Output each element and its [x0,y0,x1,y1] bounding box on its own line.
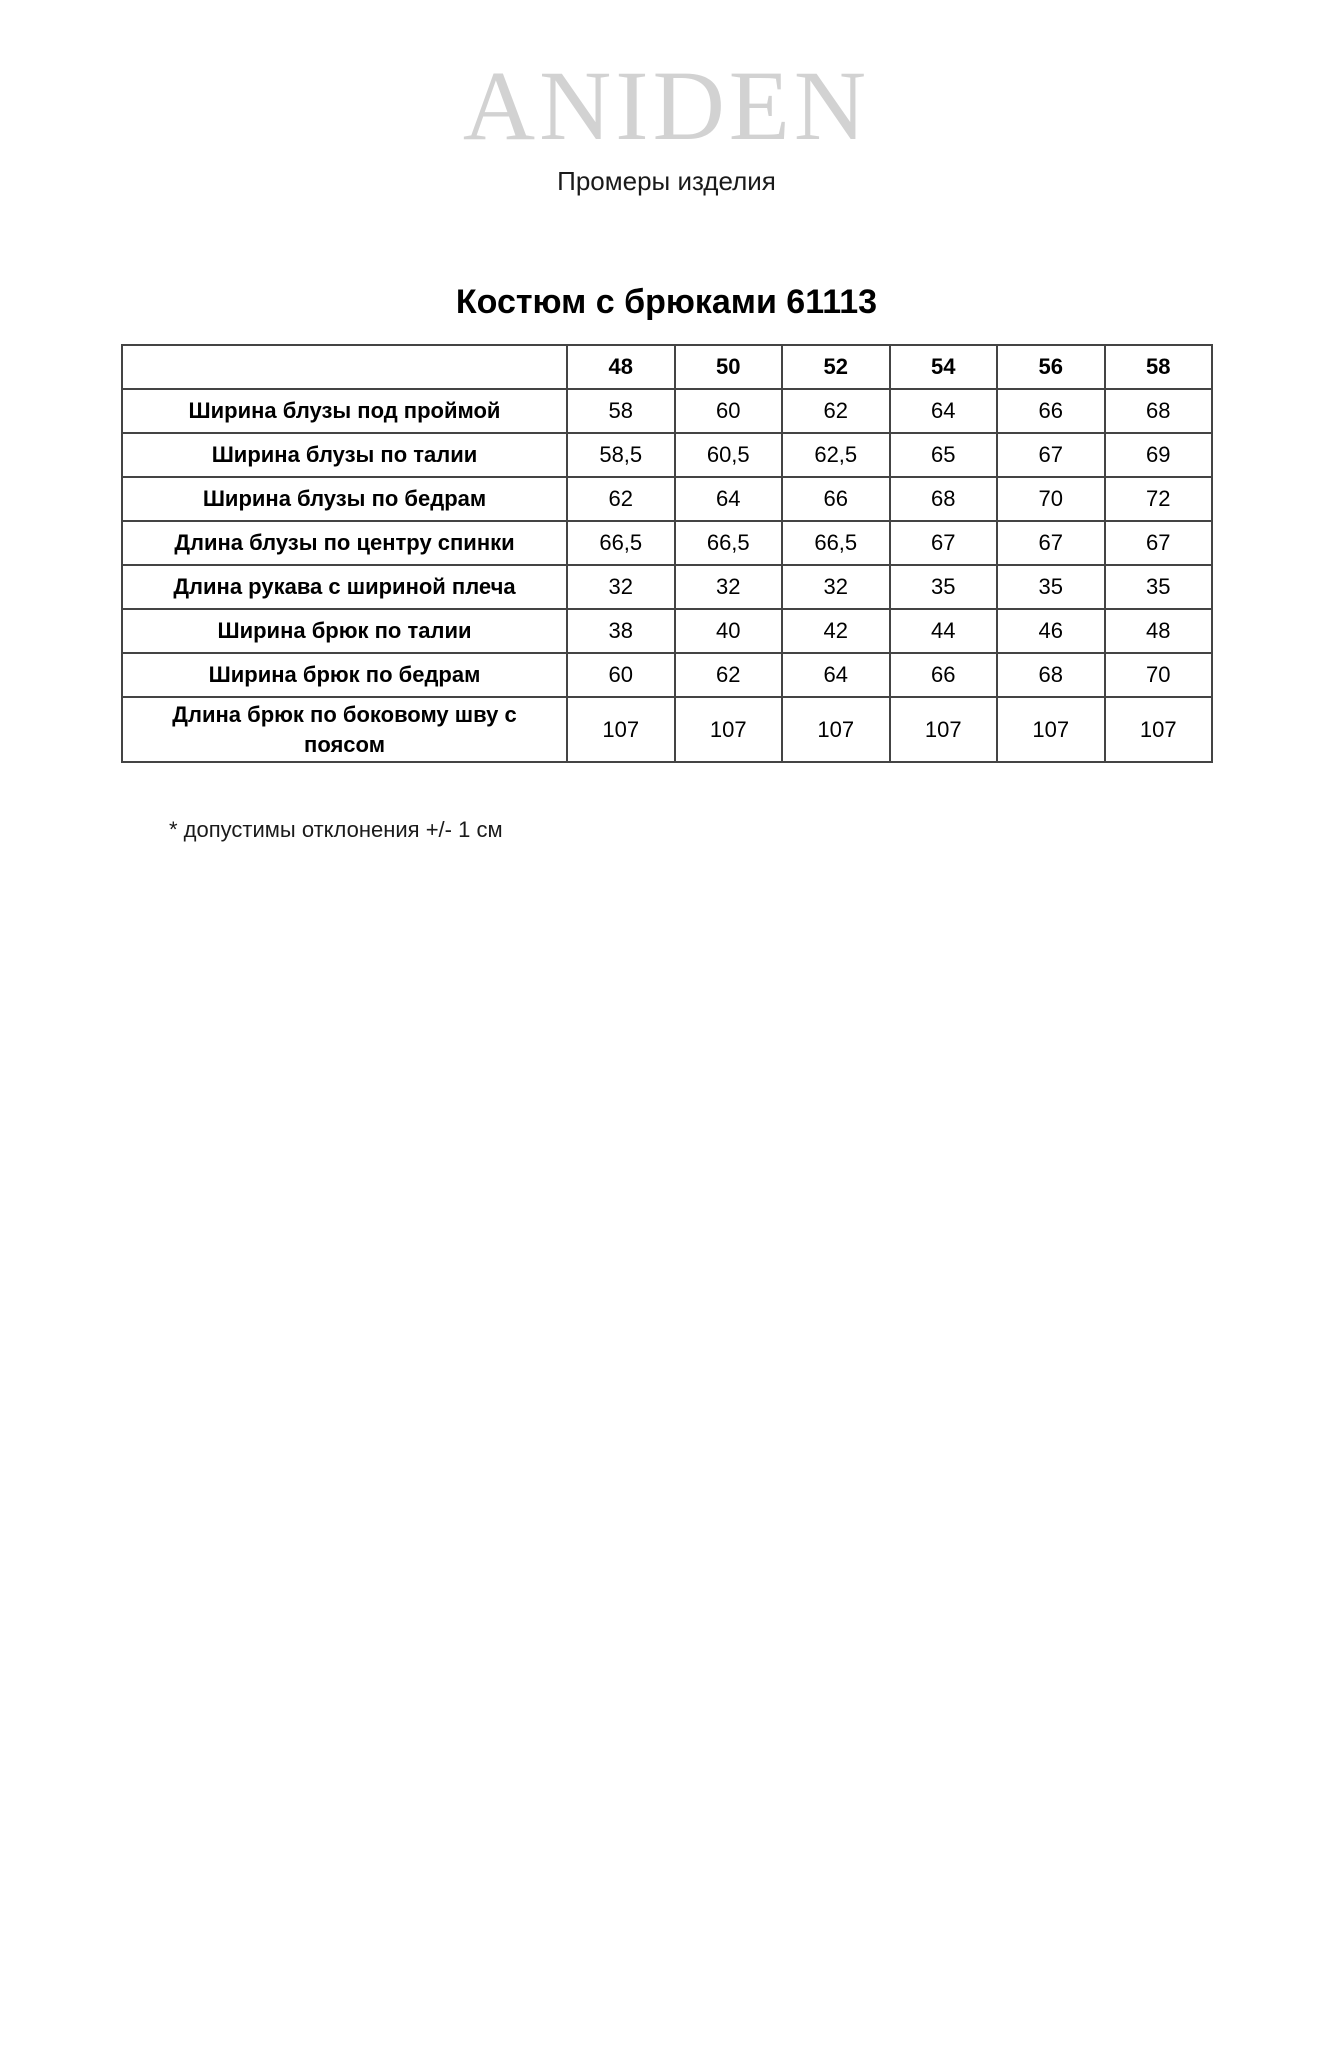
document-page [0,50,1333,845]
size-col-header: 50 [675,345,783,389]
measurement-value-cell: 58,5 [567,433,675,477]
measurement-value-cell: 62,5 [782,433,890,477]
measurement-value-cell: 46 [997,609,1105,653]
measurement-value-cell: 35 [890,565,998,609]
measurement-value-cell: 67 [1105,521,1213,565]
size-table-body [122,389,1212,762]
measurement-label: Ширина блузы под проймой [122,389,567,433]
measurement-label: Длина рукава с шириной плеча [122,565,567,609]
measurement-value-cell: 62 [567,477,675,521]
brand-logo: ANIDEN [462,50,871,161]
measurement-value-cell: 60 [567,653,675,697]
tolerance-footnote: * допустимы отклонения +/- 1 см [169,817,503,843]
measurement-value-cell: 69 [1105,433,1213,477]
measurement-value-cell: 64 [890,389,998,433]
measurement-label: Длина брюк по боковому шву с поясом [122,697,567,762]
measurement-value-cell: 32 [675,565,783,609]
measurement-value-cell: 70 [1105,653,1213,697]
measurement-value-cell: 70 [997,477,1105,521]
measurement-value-cell: 68 [1105,389,1213,433]
size-table [121,344,1213,763]
measurement-label: Ширина брюк по талии [122,609,567,653]
measurement-value-cell: 107 [890,697,998,762]
measurement-row [122,433,1212,477]
measurement-value-cell: 64 [782,653,890,697]
measurement-value-cell: 60 [675,389,783,433]
measurement-value-cell: 67 [997,521,1105,565]
measurement-value-cell: 65 [890,433,998,477]
measurement-row [122,477,1212,521]
measurement-value-cell: 35 [997,565,1105,609]
size-col-header: 58 [1105,345,1213,389]
measurement-value-cell: 42 [782,609,890,653]
measurement-value-cell: 44 [890,609,998,653]
measurement-value-cell: 66 [890,653,998,697]
measurement-value-cell: 35 [1105,565,1213,609]
measurement-value-cell: 67 [890,521,998,565]
measurement-row [122,697,1212,762]
measurement-value-cell: 48 [1105,609,1213,653]
size-header-row [122,345,1212,389]
page-subtitle: Промеры изделия [557,166,776,196]
measurement-value-cell: 107 [567,697,675,762]
measurement-value-cell: 64 [675,477,783,521]
measurement-label: Длина блузы по центру спинки [122,521,567,565]
measurement-value-cell: 66,5 [567,521,675,565]
size-col-header: 56 [997,345,1105,389]
measurement-value-cell: 107 [997,697,1105,762]
size-col-header: 48 [567,345,675,389]
measurement-value-cell: 68 [890,477,998,521]
measurement-value-cell: 62 [782,389,890,433]
measurement-label: Ширина блузы по талии [122,433,567,477]
measurement-value-cell: 32 [782,565,890,609]
measurement-value-cell: 67 [997,433,1105,477]
measurement-value-cell: 66,5 [675,521,783,565]
measurement-row [122,609,1212,653]
measurement-value-cell: 66 [997,389,1105,433]
product-title: Костюм с брюками 61113 [455,282,878,321]
size-col-header: 54 [890,345,998,389]
size-col-header: 52 [782,345,890,389]
measurement-value-cell: 107 [782,697,890,762]
measurement-value-cell: 68 [997,653,1105,697]
measurement-label: Ширина блузы по бедрам [122,477,567,521]
measurement-value-cell: 66 [782,477,890,521]
measurement-value-cell: 60,5 [675,433,783,477]
measurement-row [122,653,1212,697]
measurement-value-cell: 66,5 [782,521,890,565]
corner-empty-cell [122,345,567,389]
measurement-value-cell: 107 [675,697,783,762]
measurement-row [122,565,1212,609]
measurement-value-cell: 38 [567,609,675,653]
measurement-value-cell: 58 [567,389,675,433]
measurement-value-cell: 72 [1105,477,1213,521]
measurement-row [122,521,1212,565]
measurement-value-cell: 62 [675,653,783,697]
measurement-value-cell: 107 [1105,697,1213,762]
measurement-value-cell: 32 [567,565,675,609]
measurement-value-cell: 40 [675,609,783,653]
measurement-row [122,389,1212,433]
measurement-label: Ширина брюк по бедрам [122,653,567,697]
